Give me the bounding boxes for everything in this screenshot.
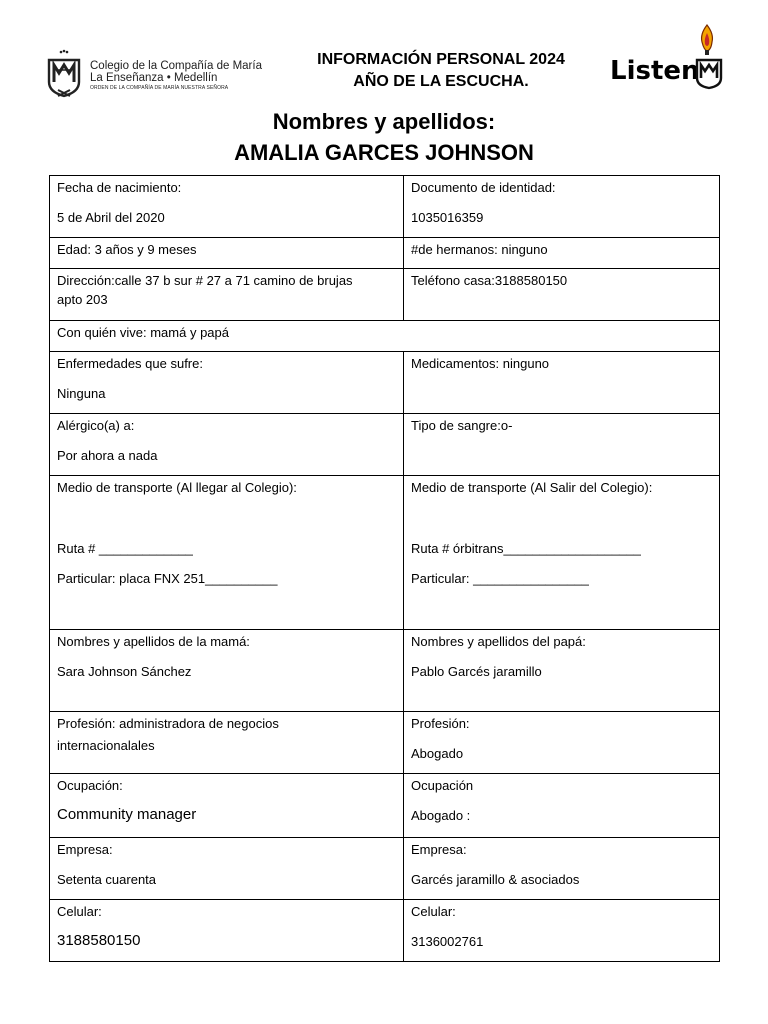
mother-company-cell [50,838,404,900]
transport-leave-route: Ruta # órbitrans___________________ [411,541,641,556]
transport-leave-label: Medio de transporte (Al Salir del Colegio): [411,480,653,495]
home-phone-value: Teléfono casa:3188580150 [411,273,568,288]
allergies-cell [50,414,404,476]
mother-profession-line-2: internacionalales [57,738,155,753]
mother-occupation-cell [50,774,404,838]
mother-company-label: Empresa: [57,842,113,857]
age-value: Edad: 3 años y 9 meses [57,242,197,257]
transport-arrive-cell [50,476,404,630]
table-row [50,321,720,352]
father-company-cell [404,838,720,900]
id-document-value: 1035016359 [411,210,484,225]
id-document-cell [404,176,720,238]
address-line-1: Dirección:calle 37 b sur # 27 a 71 camino de brujas [57,273,353,288]
table-row [50,269,720,321]
table-row [50,476,720,630]
table-row [50,630,720,712]
siblings-cell [404,238,720,269]
birth-date-value: 5 de Abril del 2020 [57,210,165,225]
name-heading: Nombres y apellidos: [272,109,496,134]
father-occupation-label: Ocupación [411,778,474,793]
birth-date-label: Fecha de nacimiento: [57,180,182,195]
table-row [50,712,720,774]
lives-with-value: Con quién vive: mamá y papá [57,325,229,340]
mother-company-value: Setenta cuarenta [57,872,157,887]
table-row [50,352,720,414]
illnesses-label: Enfermedades que sufre: [57,356,203,371]
title-line-1: INFORMACIÓN PERSONAL 2024 [317,51,565,68]
father-profession-cell [404,712,720,774]
transport-leave-cell [404,476,720,630]
medications-cell [404,352,720,414]
blood-type-cell [404,414,720,476]
illnesses-value: Ninguna [57,386,106,401]
father-cell-phone-cell [404,900,720,962]
transport-arrive-route: Ruta # _____________ [57,541,193,556]
mother-name-label: Nombres y apellidos de la mamá: [57,634,250,649]
medications-value: Medicamentos: ninguno [411,356,550,371]
transport-arrive-private: Particular: placa FNX 251__________ [57,571,278,586]
mother-name-value: Sara Johnson Sánchez [57,664,192,679]
mother-cell-phone-cell [50,900,404,962]
table-row [50,838,720,900]
school-logo [44,48,264,100]
mother-occupation-label: Ocupación: [57,778,123,793]
father-occupation-cell [404,774,720,838]
father-cell-phone-label: Celular: [411,904,456,919]
document-title [270,49,612,93]
age-cell [50,238,404,269]
school-order-line: ORDEN DE LA COMPAÑÍA DE MARÍA NUESTRA SEÑORA [90,85,229,91]
table-row [50,414,720,476]
mother-cell-phone-label: Celular: [57,904,102,919]
transport-arrive-label: Medio de transporte (Al llegar al Colegio): [57,480,297,495]
listen-crest-icon [694,56,724,90]
father-occupation-value: Abogado : [411,808,471,823]
mother-profession-line-1: Profesión: administradora de negocios [57,716,279,731]
allergies-label: Alérgico(a) a: [57,418,135,433]
listen-logo-text: Listen [610,56,700,86]
mother-occupation-value: Community manager [57,806,197,823]
school-name-line2: La Enseñanza • Medellín [90,72,218,84]
title-line-2: AÑO DE LA ESCUCHA. [353,73,529,90]
student-name: AMALIA GARCES JOHNSON [234,140,534,165]
home-phone-cell [404,269,720,321]
siblings-value: #de hermanos: ninguno [411,242,548,257]
father-name-value: Pablo Garcés jaramillo [411,664,542,679]
mother-profession-cell [50,712,404,774]
illnesses-cell [50,352,404,414]
father-name-label: Nombres y apellidos del papá: [411,634,586,649]
father-name-cell [404,630,720,712]
school-crest-icon [44,48,84,100]
flame-icon [696,24,718,56]
father-profession-label: Profesión: [411,716,470,731]
father-company-value: Garcés jaramillo & asociados [411,872,580,887]
personal-info-table [49,175,720,962]
table-row [50,238,720,269]
mother-cell-phone-value: 3188580150 [57,932,141,949]
listen-logo [608,24,726,94]
mother-name-cell [50,630,404,712]
address-line-2: apto 203 [57,292,108,307]
table-row [50,176,720,238]
father-company-label: Empresa: [411,842,467,857]
table-row [50,900,720,962]
birth-date-cell [50,176,404,238]
address-cell [50,269,404,321]
blood-type-value: Tipo de sangre:o- [411,418,513,433]
lives-with-cell [50,321,720,352]
table-row [50,774,720,838]
father-profession-value: Abogado [411,746,464,761]
transport-leave-private: Particular: ________________ [411,571,589,586]
allergies-value: Por ahora a nada [57,448,158,463]
id-document-label: Documento de identidad: [411,180,556,195]
school-name-line1: Colegio de la Compañía de María [90,60,262,72]
father-cell-phone-value: 3136002761 [411,934,484,949]
